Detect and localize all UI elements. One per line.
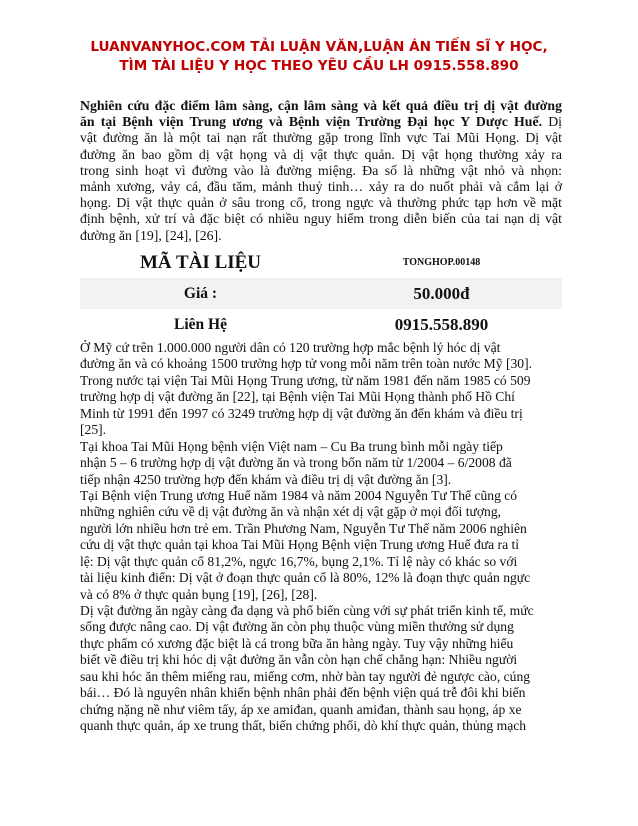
header-banner — [40, 38, 598, 76]
body-line: và có 8% ở thực quản bụng [19], [26], [28]. — [80, 586, 318, 602]
intro-line: vật đường ăn là một tai nạn rất thường gặp trong lĩnh vực Tai Mũi Họng. Dị vật — [80, 130, 562, 146]
intro-title-bold: ăn tại Bệnh viện Trung ương và Bệnh viện Trường Đại học Y Dược Huế. — [80, 114, 543, 130]
body-line: bái… Đó là nguyên nhân khiến bệnh nhân phải đến bệnh viện quá trễ đôi khi biến — [80, 685, 526, 701]
intro-line: trong sinh hoạt vì đường vào là đường miệng. Đa số là những vật nhỏ và nhọn: — [80, 162, 562, 178]
body-line: đường ăn và có khoảng 1500 trường hợp tử vong mỗi năm trên toàn nước Mỹ [30]. — [80, 356, 532, 372]
table-row-contact — [80, 309, 562, 340]
intro-line: đường ăn bao gồm dị vật họng và dị vật thực quản. Dị vật họng thường xảy ra — [80, 146, 562, 162]
price-value: 50.000đ — [413, 284, 470, 303]
intro-paragraph — [80, 98, 562, 244]
body-line: tiếp nhận 4250 trường hợp đến khám và điều trị dị vật đường ăn [3]. — [80, 471, 452, 487]
intro-line: ăn tại Bệnh viện Trung ương và Bệnh viện Trường Đại học Y Dược Huế. Dị — [80, 114, 563, 130]
body-line: chứng nặng nề như viêm tấy, áp xe amiđan, quanh amiđan, thành sau họng, áp xe — [80, 701, 522, 717]
table-row-code — [80, 247, 562, 278]
banner-line-2: TÌM TÀI LIỆU Y HỌC THEO YÊU CẦU LH 0915.558.890 — [119, 58, 519, 74]
intro-line: họng. Dị vật thực quản ở sâu trong cổ, trong ngực và thường phức tạp hơn về mặt — [80, 195, 562, 211]
body-line: người lớn nhiều hơn trẻ em. Trần Phương Nam, Nguyễn Tư Thế năm 2006 nghiên — [80, 520, 527, 536]
body-line: những nghiên cứu về dị vật đường ăn và nhận xét dị vật gặp ở mọi đối tượng, — [80, 504, 502, 520]
intro-line: định bệnh, xử trí và đặc biệt có nhiều nguy hiểm trong diễn biến của tai nạn dị vật — [80, 211, 562, 227]
code-value: TONGHOP.00148 — [402, 257, 481, 268]
intro-title-bold: Nghiên cứu đặc điểm lâm sàng, cận lâm sàng và kết quả điều trị dị vật đường — [80, 98, 562, 113]
body-line: cứu dị vật thực quản tại khoa Tai Mũi Họng Bệnh viện Trung ương Huế đưa ra tỉ — [80, 537, 520, 553]
body-line: Minh từ 1991 đến 1997 có 3249 trường hợp dị vật đường ăn đến khám và điều trị — [80, 405, 523, 421]
body-line: Tại khoa Tai Mũi Họng bệnh viện Việt nam – Cu Ba trung bình mỗi ngày tiếp — [80, 438, 503, 454]
body-text — [80, 340, 562, 735]
document-info-table — [80, 247, 562, 340]
body-line: Tại Bệnh viện Trung ương Huế năm 1984 và năm 2004 Nguyễn Tư Thế cũng có — [80, 487, 518, 503]
body-line: thực phẩm có xương đặc biệt là cá trong bữa ăn hàng ngày. Tuy vậy những hiểu — [80, 635, 514, 651]
body-line: biết về điều trị khi hóc dị vật đường ăn vẫn còn hạn chế chẳng hạn: Nhiều người — [80, 652, 518, 668]
intro-line: mảnh xương, vảy cá, đầu tăm, mảnh thuỷ tinh… xảy ra do nuốt phải và cắm lại ở — [80, 178, 562, 194]
contact-label: Liên Hệ — [174, 316, 227, 333]
body-line: trường hợp dị vật đường ăn [22], tại Bệnh viện Tai Mũi Họng thành phố Hồ Chí — [80, 389, 515, 405]
code-label: MÃ TÀI LIỆU — [139, 252, 262, 273]
price-label: Giá : — [183, 285, 218, 302]
body-line: tài liệu kinh điển: Dị vật ở đoạn thực quản cổ là 80%, 12% là đoạn thực quản ngực — [80, 570, 531, 586]
body-line: sau khi hóc ăn thêm miếng rau, miếng cơm, nhờ bàn tay người đẻ ngược cào, cúng — [80, 668, 531, 684]
intro-line — [80, 98, 562, 114]
body-line: quanh thực quản, áp xe trung thất, biến chứng phổi, dò khí thực quản, thủng mạch — [80, 718, 527, 734]
body-line: nhận 5 – 6 trường hợp dị vật đường ăn và trong bốn năm từ 1/2004 – 6/2008 đã — [80, 455, 512, 471]
body-line: sống được nâng cao. Dị vật đường ăn còn phụ thuộc vùng miền thưởng sử dụng — [80, 619, 514, 635]
banner-line-1: LUANVANYHOC.COM TẢI LUẬN VĂN,LUẬN ÁN TIẾN SĨ Y HỌC, — [90, 39, 548, 55]
body-line: Trong nước tại viện Tai Mũi Họng Trung ương, từ năm 1981 đến năm 1985 có 509 — [80, 372, 531, 388]
body-line: Dị vật đường ăn ngày càng đa dạng và phổ biến cùng với sự phát triển kinh tế, mức — [80, 603, 534, 618]
table-row-price — [80, 278, 562, 309]
body-line: Ở Mỹ cứ trên 1.000.000 người dân có 120 trường hợp mắc bệnh lý hóc dị vật — [80, 340, 501, 355]
contact-value: 0915.558.890 — [394, 315, 489, 334]
intro-line: đường ăn [19], [24], [26]. — [80, 227, 222, 243]
body-line: [25]. — [80, 422, 107, 438]
body-line: lệ: Dị vật thực quản cổ 81,2%, ngực 16,7%, bụng 2,1%. Tỉ lệ này có khác so với — [80, 553, 518, 569]
